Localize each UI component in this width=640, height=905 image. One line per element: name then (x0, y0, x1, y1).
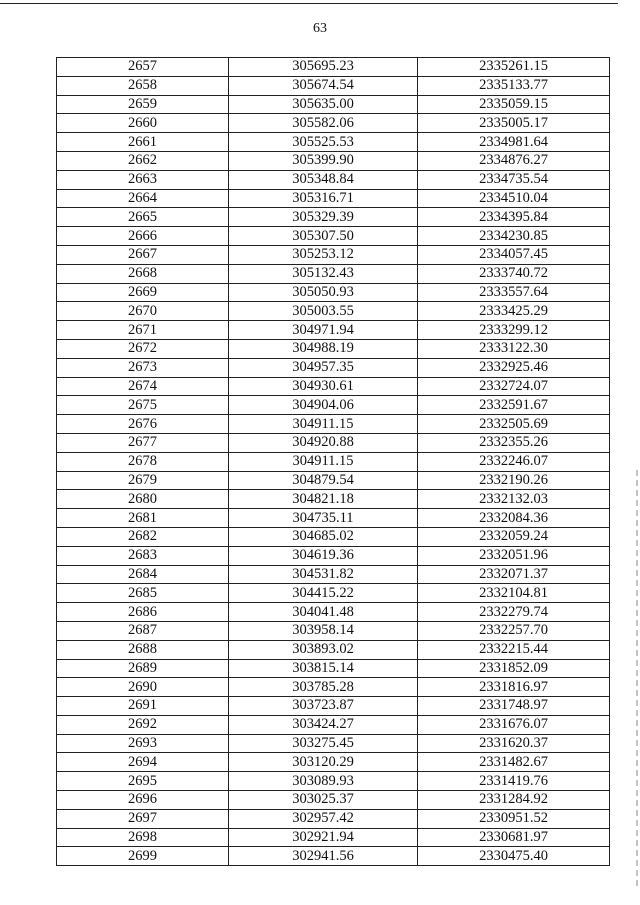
point-number-cell: 2681 (57, 509, 229, 528)
point-number-cell: 2680 (57, 490, 229, 509)
scan-edge-artifact (636, 470, 638, 890)
x-coordinate-cell: 303785.28 (229, 678, 418, 697)
x-coordinate-cell: 303958.14 (229, 621, 418, 640)
table-row (57, 170, 610, 189)
point-number-cell: 2675 (57, 396, 229, 415)
x-coordinate-cell: 304821.18 (229, 490, 418, 509)
table-row (57, 339, 610, 358)
table-row (57, 715, 610, 734)
table-row (57, 433, 610, 452)
point-number-cell: 2688 (57, 640, 229, 659)
x-coordinate-cell: 305132.43 (229, 264, 418, 283)
x-coordinate-cell: 305582.06 (229, 114, 418, 133)
table-row (57, 151, 610, 170)
table-row (57, 321, 610, 340)
y-coordinate-cell: 2331620.37 (418, 734, 610, 753)
x-coordinate-cell: 304920.88 (229, 433, 418, 452)
table-row (57, 264, 610, 283)
point-number-cell: 2698 (57, 828, 229, 847)
x-coordinate-cell: 305329.39 (229, 208, 418, 227)
x-coordinate-cell: 304619.36 (229, 546, 418, 565)
y-coordinate-cell: 2335059.15 (418, 95, 610, 114)
point-number-cell: 2683 (57, 546, 229, 565)
table-row (57, 490, 610, 509)
x-coordinate-cell: 304930.61 (229, 377, 418, 396)
table-row (57, 76, 610, 95)
x-coordinate-cell: 305050.93 (229, 283, 418, 302)
x-coordinate-cell: 305316.71 (229, 189, 418, 208)
table-row (57, 208, 610, 227)
y-coordinate-cell: 2335261.15 (418, 58, 610, 77)
table-row (57, 245, 610, 264)
point-number-cell: 2673 (57, 358, 229, 377)
x-coordinate-cell: 305253.12 (229, 245, 418, 264)
y-coordinate-cell: 2335133.77 (418, 76, 610, 95)
table-row (57, 791, 610, 810)
y-coordinate-cell: 2332071.37 (418, 565, 610, 584)
x-coordinate-cell: 304911.15 (229, 415, 418, 434)
point-number-cell: 2674 (57, 377, 229, 396)
table-row (57, 640, 610, 659)
x-coordinate-cell: 305348.84 (229, 170, 418, 189)
table-row (57, 377, 610, 396)
x-coordinate-cell: 303120.29 (229, 753, 418, 772)
point-number-cell: 2687 (57, 621, 229, 640)
x-coordinate-cell: 305695.23 (229, 58, 418, 77)
y-coordinate-cell: 2334510.04 (418, 189, 610, 208)
y-coordinate-cell: 2333425.29 (418, 302, 610, 321)
y-coordinate-cell: 2332257.70 (418, 621, 610, 640)
x-coordinate-cell: 303893.02 (229, 640, 418, 659)
y-coordinate-cell: 2330951.52 (418, 809, 610, 828)
x-coordinate-cell: 303815.14 (229, 659, 418, 678)
y-coordinate-cell: 2333299.12 (418, 321, 610, 340)
y-coordinate-cell: 2331676.07 (418, 715, 610, 734)
point-number-cell: 2699 (57, 847, 229, 866)
y-coordinate-cell: 2334876.27 (418, 151, 610, 170)
y-coordinate-cell: 2333557.64 (418, 283, 610, 302)
table-row (57, 772, 610, 791)
x-coordinate-cell: 304957.35 (229, 358, 418, 377)
table-row (57, 95, 610, 114)
table-row (57, 302, 610, 321)
table-row (57, 114, 610, 133)
x-coordinate-cell: 303025.37 (229, 791, 418, 810)
point-number-cell: 2693 (57, 734, 229, 753)
table-row (57, 471, 610, 490)
x-coordinate-cell: 302941.56 (229, 847, 418, 866)
table-row (57, 527, 610, 546)
y-coordinate-cell: 2330475.40 (418, 847, 610, 866)
table-row (57, 734, 610, 753)
x-coordinate-cell: 303275.45 (229, 734, 418, 753)
y-coordinate-cell: 2331748.97 (418, 697, 610, 716)
point-number-cell: 2668 (57, 264, 229, 283)
coordinates-table-body (57, 58, 610, 866)
x-coordinate-cell: 305307.50 (229, 227, 418, 246)
point-number-cell: 2677 (57, 433, 229, 452)
table-row (57, 358, 610, 377)
point-number-cell: 2659 (57, 95, 229, 114)
table-row (57, 659, 610, 678)
y-coordinate-cell: 2332925.46 (418, 358, 610, 377)
y-coordinate-cell: 2332051.96 (418, 546, 610, 565)
x-coordinate-cell: 304904.06 (229, 396, 418, 415)
point-number-cell: 2679 (57, 471, 229, 490)
x-coordinate-cell: 305399.90 (229, 151, 418, 170)
y-coordinate-cell: 2332084.36 (418, 509, 610, 528)
table-row (57, 753, 610, 772)
table-row (57, 621, 610, 640)
y-coordinate-cell: 2332591.67 (418, 396, 610, 415)
x-coordinate-cell: 304685.02 (229, 527, 418, 546)
point-number-cell: 2669 (57, 283, 229, 302)
x-coordinate-cell: 304911.15 (229, 452, 418, 471)
x-coordinate-cell: 304971.94 (229, 321, 418, 340)
point-number-cell: 2697 (57, 809, 229, 828)
table-row (57, 847, 610, 866)
table-row (57, 58, 610, 77)
y-coordinate-cell: 2334395.84 (418, 208, 610, 227)
table-row (57, 189, 610, 208)
point-number-cell: 2658 (57, 76, 229, 95)
point-number-cell: 2695 (57, 772, 229, 791)
point-number-cell: 2686 (57, 603, 229, 622)
y-coordinate-cell: 2334230.85 (418, 227, 610, 246)
table-row (57, 283, 610, 302)
y-coordinate-cell: 2334981.64 (418, 133, 610, 152)
y-coordinate-cell: 2332132.03 (418, 490, 610, 509)
table-row (57, 396, 610, 415)
point-number-cell: 2694 (57, 753, 229, 772)
point-number-cell: 2660 (57, 114, 229, 133)
point-number-cell: 2690 (57, 678, 229, 697)
page-number: 63 (313, 21, 327, 36)
x-coordinate-cell: 303089.93 (229, 772, 418, 791)
y-coordinate-cell: 2332246.07 (418, 452, 610, 471)
x-coordinate-cell: 304531.82 (229, 565, 418, 584)
table-row (57, 697, 610, 716)
point-number-cell: 2696 (57, 791, 229, 810)
table-row (57, 603, 610, 622)
x-coordinate-cell: 302957.42 (229, 809, 418, 828)
y-coordinate-cell: 2332505.69 (418, 415, 610, 434)
point-number-cell: 2665 (57, 208, 229, 227)
y-coordinate-cell: 2331482.67 (418, 753, 610, 772)
point-number-cell: 2672 (57, 339, 229, 358)
table-row (57, 809, 610, 828)
y-coordinate-cell: 2333740.72 (418, 264, 610, 283)
y-coordinate-cell: 2330681.97 (418, 828, 610, 847)
x-coordinate-cell: 304879.54 (229, 471, 418, 490)
table-row (57, 678, 610, 697)
y-coordinate-cell: 2334057.45 (418, 245, 610, 264)
point-number-cell: 2666 (57, 227, 229, 246)
x-coordinate-cell: 305525.53 (229, 133, 418, 152)
point-number-cell: 2662 (57, 151, 229, 170)
y-coordinate-cell: 2335005.17 (418, 114, 610, 133)
x-coordinate-cell: 304415.22 (229, 584, 418, 603)
point-number-cell: 2667 (57, 245, 229, 264)
point-number-cell: 2670 (57, 302, 229, 321)
point-number-cell: 2676 (57, 415, 229, 434)
y-coordinate-cell: 2332059.24 (418, 527, 610, 546)
header-rule (0, 3, 618, 4)
table-row (57, 227, 610, 246)
table-row (57, 828, 610, 847)
y-coordinate-cell: 2332104.81 (418, 584, 610, 603)
point-number-cell: 2684 (57, 565, 229, 584)
coordinates-table (56, 57, 610, 866)
table-row (57, 509, 610, 528)
point-number-cell: 2691 (57, 697, 229, 716)
point-number-cell: 2689 (57, 659, 229, 678)
point-number-cell: 2692 (57, 715, 229, 734)
y-coordinate-cell: 2333122.30 (418, 339, 610, 358)
point-number-cell: 2678 (57, 452, 229, 471)
table-row (57, 452, 610, 471)
point-number-cell: 2685 (57, 584, 229, 603)
point-number-cell: 2682 (57, 527, 229, 546)
y-coordinate-cell: 2331284.92 (418, 791, 610, 810)
point-number-cell: 2661 (57, 133, 229, 152)
table-row (57, 546, 610, 565)
y-coordinate-cell: 2332279.74 (418, 603, 610, 622)
x-coordinate-cell: 304735.11 (229, 509, 418, 528)
table-row (57, 584, 610, 603)
point-number-cell: 2663 (57, 170, 229, 189)
x-coordinate-cell: 304041.48 (229, 603, 418, 622)
x-coordinate-cell: 303424.27 (229, 715, 418, 734)
y-coordinate-cell: 2331852.09 (418, 659, 610, 678)
table-row (57, 415, 610, 434)
table-row (57, 133, 610, 152)
y-coordinate-cell: 2331419.76 (418, 772, 610, 791)
x-coordinate-cell: 305674.54 (229, 76, 418, 95)
y-coordinate-cell: 2332215.44 (418, 640, 610, 659)
x-coordinate-cell: 302921.94 (229, 828, 418, 847)
point-number-cell: 2657 (57, 58, 229, 77)
x-coordinate-cell: 303723.87 (229, 697, 418, 716)
x-coordinate-cell: 304988.19 (229, 339, 418, 358)
table-row (57, 565, 610, 584)
point-number-cell: 2664 (57, 189, 229, 208)
y-coordinate-cell: 2332724.07 (418, 377, 610, 396)
y-coordinate-cell: 2332190.26 (418, 471, 610, 490)
y-coordinate-cell: 2331816.97 (418, 678, 610, 697)
y-coordinate-cell: 2334735.54 (418, 170, 610, 189)
y-coordinate-cell: 2332355.26 (418, 433, 610, 452)
x-coordinate-cell: 305003.55 (229, 302, 418, 321)
point-number-cell: 2671 (57, 321, 229, 340)
x-coordinate-cell: 305635.00 (229, 95, 418, 114)
